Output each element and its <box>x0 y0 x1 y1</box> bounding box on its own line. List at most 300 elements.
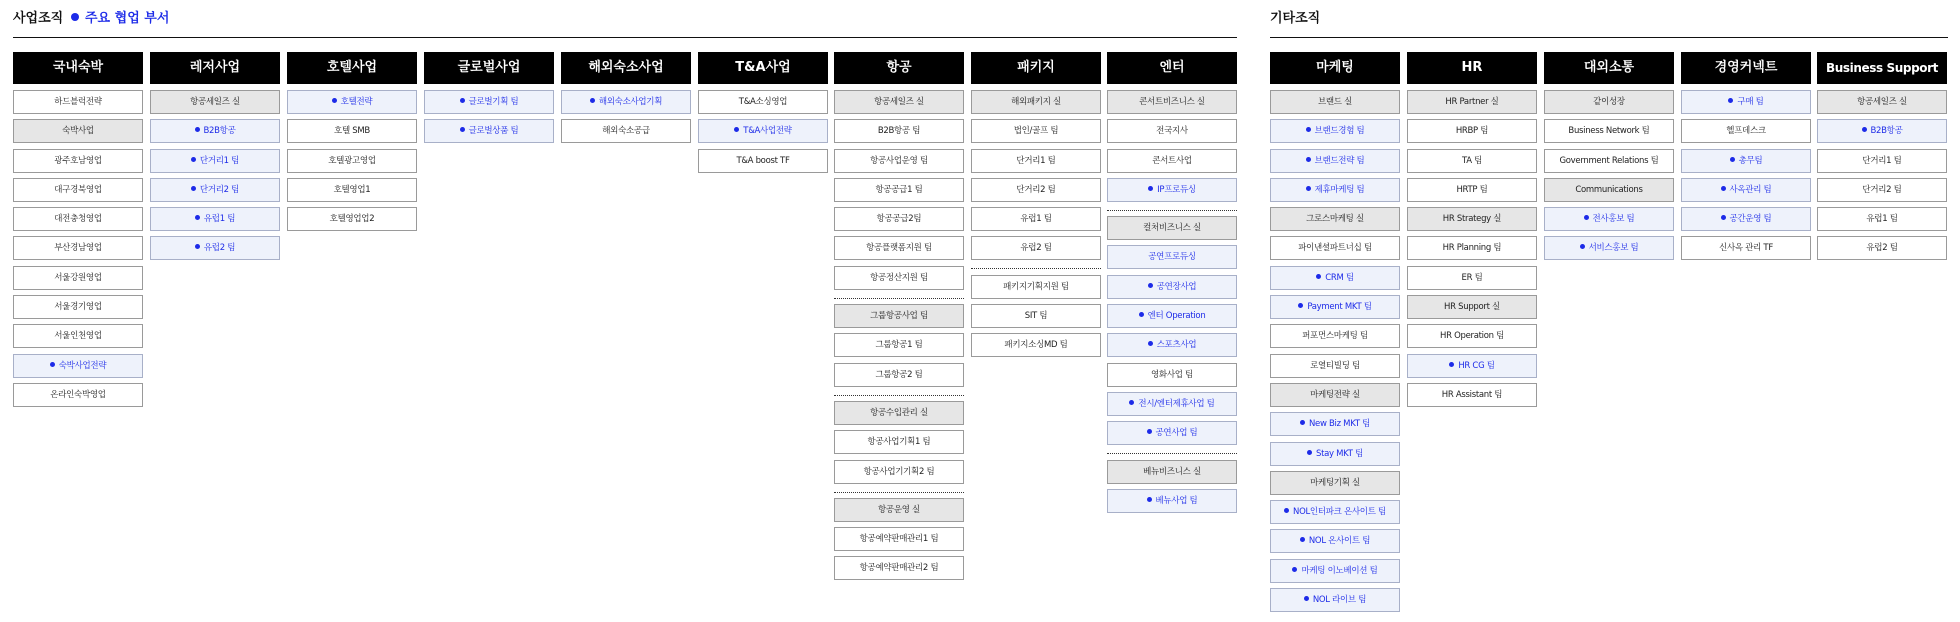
org-unit-label: CRM 팀 <box>1325 272 1354 283</box>
org-unit-label: 항공공급1 팀 <box>875 184 923 195</box>
collab-dot-icon <box>1580 244 1585 249</box>
org-unit-label: T&A소싱영업 <box>738 97 788 107</box>
collab-dot-icon <box>195 215 200 220</box>
org-unit-box <box>1681 149 1811 173</box>
org-unit-label: Payment MKT 팀 <box>1307 302 1372 313</box>
org-unit-box <box>1270 500 1400 524</box>
org-unit-box <box>1107 460 1237 484</box>
org-unit-box <box>834 556 964 580</box>
collab-dot-icon <box>1300 537 1305 542</box>
column-header: 레저사업 <box>150 52 280 84</box>
column-header: 대외소통 <box>1544 52 1674 84</box>
org-unit-label: 단거리1 팀 <box>199 155 240 166</box>
org-unit-label: 숙박사업전략 <box>58 360 107 371</box>
org-unit-label: 공연프로듀싱 <box>1148 252 1196 263</box>
org-unit-box <box>1681 90 1811 114</box>
org-unit-label: 항공수입관리 실 <box>870 407 928 418</box>
org-unit-box <box>1407 295 1537 319</box>
org-unit-box <box>13 236 143 260</box>
org-unit-box <box>1270 383 1400 407</box>
org-unit-box <box>1270 119 1400 143</box>
org-unit-box <box>1270 442 1400 466</box>
collab-dot-icon <box>1300 420 1305 425</box>
legend-dot-icon <box>71 13 79 21</box>
org-unit-box <box>971 236 1101 260</box>
org-unit-label: 글로벌기획 팀 <box>468 97 519 107</box>
org-unit-label: 서비스홍보 팀 <box>1588 243 1639 254</box>
org-column <box>424 52 554 143</box>
org-unit-label: 호텔 SMB <box>334 126 370 137</box>
org-unit-label: 마케팅전략 실 <box>1310 389 1360 400</box>
collab-dot-icon <box>1129 400 1134 405</box>
org-unit-label: 헬프데스크 <box>1726 126 1766 137</box>
org-column <box>1681 52 1811 260</box>
column-header: 엔터 <box>1107 52 1237 84</box>
org-unit-label: HR Assistant 팀 <box>1441 389 1503 400</box>
org-unit-box <box>698 90 828 114</box>
org-column <box>1407 52 1537 407</box>
column-header: 패키지 <box>971 52 1101 84</box>
org-unit-label: B2B항공 <box>203 126 236 137</box>
group-separator <box>834 395 964 396</box>
org-unit-label: 대구경북영업 <box>54 184 102 195</box>
org-unit-label: 베뉴사업 팀 <box>1155 495 1198 506</box>
org-unit-label: 퍼포먼스마케팅 팀 <box>1302 331 1368 342</box>
collab-dot-icon <box>1148 341 1153 346</box>
org-unit-label: 패키지소싱MD 팀 <box>1004 340 1068 351</box>
org-unit-box <box>1270 354 1400 378</box>
org-unit-box <box>13 295 143 319</box>
org-unit-box <box>971 149 1101 173</box>
org-unit-box <box>1270 324 1400 348</box>
org-unit-box <box>971 333 1101 357</box>
collab-dot-icon <box>1148 186 1153 191</box>
org-unit-label: 공간운영 팀 <box>1729 214 1772 225</box>
org-column <box>698 52 828 173</box>
collab-dot-icon <box>1306 186 1311 191</box>
org-unit-box <box>1270 471 1400 495</box>
org-unit-label: 유럽1 팀 <box>203 214 236 225</box>
org-unit-box <box>1270 207 1400 231</box>
org-unit-label: 파이낸셜파트너십 팀 <box>1298 243 1372 254</box>
org-unit-box <box>287 119 417 143</box>
org-unit-label: 항공사업기기획2 팀 <box>863 466 935 477</box>
org-unit-box <box>1544 119 1674 143</box>
group-separator <box>971 268 1101 269</box>
org-unit-box <box>1270 90 1400 114</box>
org-unit-box <box>13 383 143 407</box>
org-unit-label: 단거리1 팀 <box>1016 155 1056 166</box>
column-header: HR <box>1407 52 1537 84</box>
org-unit-box <box>834 236 964 260</box>
org-unit-label: 서울강원영업 <box>54 272 102 283</box>
org-unit-box <box>150 90 280 114</box>
org-unit-box <box>834 401 964 425</box>
org-unit-label: 마케팅기획 실 <box>1310 477 1360 488</box>
org-unit-label: 브랜드 실 <box>1317 97 1353 107</box>
org-column <box>561 52 691 143</box>
org-unit-label: 제휴마케팅 팀 <box>1314 184 1365 195</box>
org-unit-label: 엔터 Operation <box>1147 311 1206 322</box>
org-unit-label: 콘서트사업 <box>1152 155 1192 166</box>
org-unit-label: 항공사업기획1 팀 <box>867 437 931 448</box>
collab-dot-icon <box>191 157 196 162</box>
org-unit-label: 호텔전략 <box>340 97 373 107</box>
org-unit-box <box>834 333 964 357</box>
section-title-business: 사업조직 <box>13 11 64 26</box>
collab-dot-icon <box>1730 157 1735 162</box>
org-unit-box <box>834 119 964 143</box>
org-unit-box <box>424 119 554 143</box>
legend <box>71 8 169 30</box>
org-column <box>13 52 143 407</box>
org-unit-label: 그룹항공2 팀 <box>875 369 923 380</box>
org-unit-label: 해외숙소공급 <box>602 126 650 137</box>
org-unit-box <box>1817 207 1947 231</box>
org-unit-box <box>13 324 143 348</box>
org-unit-box <box>1270 412 1400 436</box>
org-unit-label: Communications <box>1575 184 1643 195</box>
org-unit-label: 구매 팀 <box>1737 97 1764 107</box>
section-rule-business <box>13 37 1237 38</box>
column-header: 항공 <box>834 52 964 84</box>
org-unit-label: 유럽1 팀 <box>1866 214 1898 225</box>
org-unit-box <box>13 207 143 231</box>
org-unit-box <box>150 149 280 173</box>
org-unit-label: Stay MKT 팀 <box>1315 448 1364 459</box>
org-unit-label: IP프로듀싱 <box>1157 184 1196 195</box>
org-unit-label: 광주호남영업 <box>54 155 102 166</box>
org-unit-box <box>971 178 1101 202</box>
org-unit-box <box>13 119 143 143</box>
org-unit-box <box>834 178 964 202</box>
org-unit-label: 전사홍보 팀 <box>1592 214 1635 225</box>
collab-dot-icon <box>195 244 200 249</box>
org-unit-label: 공연사업 팀 <box>1155 428 1198 439</box>
collab-dot-icon <box>460 98 465 103</box>
org-column <box>287 52 417 231</box>
org-unit-box <box>1407 149 1537 173</box>
org-unit-label: 브랜드전략 팀 <box>1314 155 1365 166</box>
org-unit-box <box>1681 119 1811 143</box>
org-unit-label: 항공세일즈 실 <box>1857 97 1907 107</box>
org-unit-label: 신사옥 관리 TF <box>1719 243 1773 254</box>
org-unit-label: 같이성장 <box>1593 97 1625 107</box>
collab-dot-icon <box>1862 127 1867 132</box>
org-unit-label: 항공플랫폼지원 팀 <box>866 243 932 254</box>
column-header: 경영커넥트 <box>1681 52 1811 84</box>
org-unit-label: B2B항공 <box>1870 126 1903 137</box>
group-separator <box>1107 453 1237 454</box>
org-unit-label: 단거리1 팀 <box>1862 155 1902 166</box>
column-header: 호텔사업 <box>287 52 417 84</box>
collab-dot-icon <box>1307 450 1312 455</box>
org-unit-box <box>1107 489 1237 513</box>
org-unit-box <box>1270 529 1400 553</box>
org-unit-label: 서울경기영업 <box>54 302 102 313</box>
org-unit-box <box>698 119 828 143</box>
org-unit-label: 영화사업 팀 <box>1151 369 1193 380</box>
org-unit-box <box>1681 178 1811 202</box>
org-unit-box <box>287 149 417 173</box>
org-unit-label: 단거리2 팀 <box>1862 184 1902 195</box>
column-header: T&A사업 <box>698 52 828 84</box>
org-unit-box <box>1817 90 1947 114</box>
collab-dot-icon <box>460 127 465 132</box>
org-unit-box <box>150 119 280 143</box>
group-separator <box>834 492 964 493</box>
org-unit-box <box>561 90 691 114</box>
org-unit-label: HRTP 팀 <box>1456 184 1488 195</box>
org-unit-box <box>834 498 964 522</box>
org-unit-box <box>1270 178 1400 202</box>
org-unit-label: 유럽1 팀 <box>1020 214 1052 225</box>
org-unit-box <box>13 90 143 114</box>
collab-dot-icon <box>1148 283 1153 288</box>
org-unit-label: NOL인터파크 온사이트 팀 <box>1293 507 1386 518</box>
org-unit-box <box>1407 236 1537 260</box>
org-unit-label: 유럽2 팀 <box>1866 243 1898 254</box>
org-unit-box <box>971 304 1101 328</box>
org-unit-label: HR Strategy 실 <box>1442 214 1502 225</box>
org-unit-box <box>1270 266 1400 290</box>
org-unit-box <box>834 207 964 231</box>
org-unit-label: 부산경남영업 <box>54 243 102 254</box>
collab-dot-icon <box>1584 215 1589 220</box>
org-unit-label: 항공예약판매관리1 팀 <box>859 534 939 545</box>
org-unit-label: HR CG 팀 <box>1458 360 1495 371</box>
collab-dot-icon <box>1147 429 1152 434</box>
org-unit-box <box>424 90 554 114</box>
org-unit-box <box>834 304 964 328</box>
org-unit-box <box>1107 392 1237 416</box>
collab-dot-icon <box>1721 215 1726 220</box>
org-unit-box <box>1107 363 1237 387</box>
org-unit-box <box>834 363 964 387</box>
org-unit-box <box>834 149 964 173</box>
group-separator <box>1107 210 1237 211</box>
org-unit-label: 그룹항공1 팀 <box>875 340 923 351</box>
column-header: 글로벌사업 <box>424 52 554 84</box>
org-unit-box <box>1270 236 1400 260</box>
org-unit-label: 항공세일즈 실 <box>190 97 240 107</box>
org-unit-label: 해외숙소사업기획 <box>598 97 663 107</box>
org-unit-label: 호텔영업1 <box>333 184 371 195</box>
org-unit-label: New Biz MKT 팀 <box>1308 419 1371 430</box>
org-unit-box <box>1407 266 1537 290</box>
org-unit-box <box>1270 149 1400 173</box>
org-unit-label: 컬처비즈니스 실 <box>1143 223 1201 234</box>
org-unit-box <box>1107 90 1237 114</box>
org-unit-box <box>1107 119 1237 143</box>
org-unit-label: B2B항공 팀 <box>877 126 921 137</box>
org-unit-label: 호텔광고영업 <box>328 155 376 166</box>
org-unit-box <box>1270 295 1400 319</box>
org-unit-label: 단거리2 팀 <box>1016 184 1056 195</box>
org-unit-box <box>1107 275 1237 299</box>
collab-dot-icon <box>1728 98 1733 103</box>
org-unit-box <box>1407 324 1537 348</box>
column-header: 해외숙소사업 <box>561 52 691 84</box>
org-unit-label: NOL 라이브 팀 <box>1312 595 1367 606</box>
org-unit-label: HR Operation 팀 <box>1439 331 1504 342</box>
org-unit-label: 항공운영 실 <box>878 504 920 515</box>
collab-dot-icon <box>1292 567 1297 572</box>
org-unit-label: 글로벌상품 팀 <box>468 126 519 137</box>
org-unit-label: 법인/골프 팀 <box>1013 126 1059 137</box>
org-unit-label: HR Planning 팀 <box>1442 243 1502 254</box>
org-unit-box <box>1107 149 1237 173</box>
org-unit-box <box>1681 207 1811 231</box>
org-unit-box <box>1544 236 1674 260</box>
section-title-other: 기타조직 <box>1270 11 1321 26</box>
org-unit-label: SIT 팀 <box>1024 311 1048 322</box>
org-unit-box <box>150 178 280 202</box>
column-header: 마케팅 <box>1270 52 1400 84</box>
org-unit-box <box>971 119 1101 143</box>
org-unit-label: 스포츠사업 <box>1156 340 1197 351</box>
org-unit-label: TA 팀 <box>1461 155 1483 166</box>
collab-dot-icon <box>1306 157 1311 162</box>
org-unit-box <box>1544 149 1674 173</box>
org-unit-label: 공연장사업 <box>1156 281 1197 292</box>
org-unit-label: 마케팅 이노베이션 팀 <box>1301 565 1378 576</box>
collab-dot-icon <box>195 127 200 132</box>
collab-dot-icon <box>1316 274 1321 279</box>
org-unit-label: 사옥관리 팀 <box>1729 184 1772 195</box>
org-unit-box <box>561 119 691 143</box>
org-unit-label: 온라인숙박영업 <box>50 389 106 400</box>
org-unit-box <box>1107 333 1237 357</box>
org-unit-label: 하드블럭전략 <box>54 97 102 107</box>
org-unit-box <box>1544 207 1674 231</box>
org-unit-box <box>971 275 1101 299</box>
org-unit-box <box>13 266 143 290</box>
org-unit-label: Government Relations 팀 <box>1559 155 1659 166</box>
org-column <box>834 52 964 580</box>
org-column <box>1817 52 1947 260</box>
collab-dot-icon <box>1449 362 1454 367</box>
org-unit-box <box>1107 304 1237 328</box>
org-unit-box <box>13 354 143 378</box>
org-unit-box <box>1544 178 1674 202</box>
org-unit-box <box>1407 178 1537 202</box>
org-column <box>1270 52 1400 612</box>
org-unit-label: 전시/엔터제휴사업 팀 <box>1138 398 1215 409</box>
org-unit-label: HR Partner 실 <box>1445 97 1499 107</box>
collab-dot-icon <box>191 186 196 191</box>
org-unit-box <box>1407 119 1537 143</box>
org-unit-label: 단거리2 팀 <box>199 184 240 195</box>
org-unit-label: 패키지기획지원 팀 <box>1003 281 1069 292</box>
org-unit-label: 항공정산지원 팀 <box>870 272 928 283</box>
org-unit-box <box>150 236 280 260</box>
org-unit-label: ER 팀 <box>1461 272 1483 283</box>
org-unit-label: HRBP 팀 <box>1455 126 1489 137</box>
org-unit-label: 콘서트비즈니스 실 <box>1139 97 1205 107</box>
org-unit-label: 항공공급2팀 <box>876 214 922 225</box>
org-unit-box <box>834 527 964 551</box>
org-unit-box <box>1407 90 1537 114</box>
org-unit-box <box>1681 236 1811 260</box>
org-unit-box <box>971 207 1101 231</box>
org-unit-box <box>13 178 143 202</box>
org-unit-label: 전국지사 <box>1156 126 1188 137</box>
org-unit-label: 해외패키지 실 <box>1011 97 1061 107</box>
org-unit-box <box>1817 178 1947 202</box>
org-unit-box <box>1270 588 1400 612</box>
org-unit-label: T&A boost TF <box>736 155 790 166</box>
org-unit-box <box>287 178 417 202</box>
org-unit-label: 항공예약판매관리2 팀 <box>859 563 939 574</box>
org-unit-label: 숙박사업 <box>62 126 94 137</box>
collab-dot-icon <box>1147 497 1152 502</box>
org-unit-label: 로열티빌딩 팀 <box>1310 360 1360 371</box>
org-unit-box <box>150 207 280 231</box>
org-unit-label: 유럽2 팀 <box>1020 243 1052 254</box>
org-unit-box <box>1270 559 1400 583</box>
legend-label: 주요 협업 부서 <box>85 11 170 26</box>
org-unit-box <box>1544 90 1674 114</box>
group-separator <box>834 298 964 299</box>
org-unit-box <box>834 460 964 484</box>
org-unit-label: T&A사업전략 <box>743 126 792 137</box>
org-unit-label: 서울인천영업 <box>54 331 102 342</box>
org-unit-box <box>834 266 964 290</box>
column-header: Business Support <box>1817 52 1947 84</box>
org-unit-label: 베뉴비즈니스 실 <box>1143 466 1201 477</box>
collab-dot-icon <box>1306 127 1311 132</box>
collab-dot-icon <box>1139 312 1144 317</box>
org-column <box>971 52 1101 357</box>
org-unit-label: 그로스마케팅 실 <box>1306 214 1364 225</box>
org-column <box>1544 52 1674 260</box>
collab-dot-icon <box>734 127 739 132</box>
org-unit-label: 총무팀 <box>1738 155 1763 166</box>
org-unit-box <box>1107 178 1237 202</box>
collab-dot-icon <box>590 98 595 103</box>
collab-dot-icon <box>1298 303 1303 308</box>
org-unit-box <box>1107 421 1237 445</box>
collab-dot-icon <box>332 98 337 103</box>
org-unit-box <box>1817 119 1947 143</box>
org-unit-label: 유럽2 팀 <box>203 243 236 254</box>
org-unit-label: 대전충청영업 <box>54 214 102 225</box>
org-unit-label: Business Network 팀 <box>1568 126 1650 137</box>
org-unit-label: NOL 온사이트 팀 <box>1308 536 1371 547</box>
org-unit-box <box>1107 245 1237 269</box>
column-header: 국내숙박 <box>13 52 143 84</box>
org-unit-label: HR Support 실 <box>1444 302 1500 313</box>
collab-dot-icon <box>1304 596 1309 601</box>
section-rule-other <box>1270 37 1948 38</box>
org-unit-box <box>1407 207 1537 231</box>
org-unit-box <box>1407 383 1537 407</box>
org-unit-label: 호텔영업업2 <box>329 214 375 225</box>
org-unit-box <box>13 149 143 173</box>
org-unit-box <box>1817 149 1947 173</box>
org-unit-box <box>971 90 1101 114</box>
collab-dot-icon <box>50 362 55 367</box>
org-unit-label: 그룹항공사업 팀 <box>870 311 928 322</box>
collab-dot-icon <box>1284 508 1289 513</box>
org-unit-box <box>1817 236 1947 260</box>
org-unit-box <box>287 207 417 231</box>
org-unit-box <box>1107 216 1237 240</box>
org-unit-box <box>834 430 964 454</box>
org-column <box>1107 52 1237 513</box>
org-unit-box <box>287 90 417 114</box>
